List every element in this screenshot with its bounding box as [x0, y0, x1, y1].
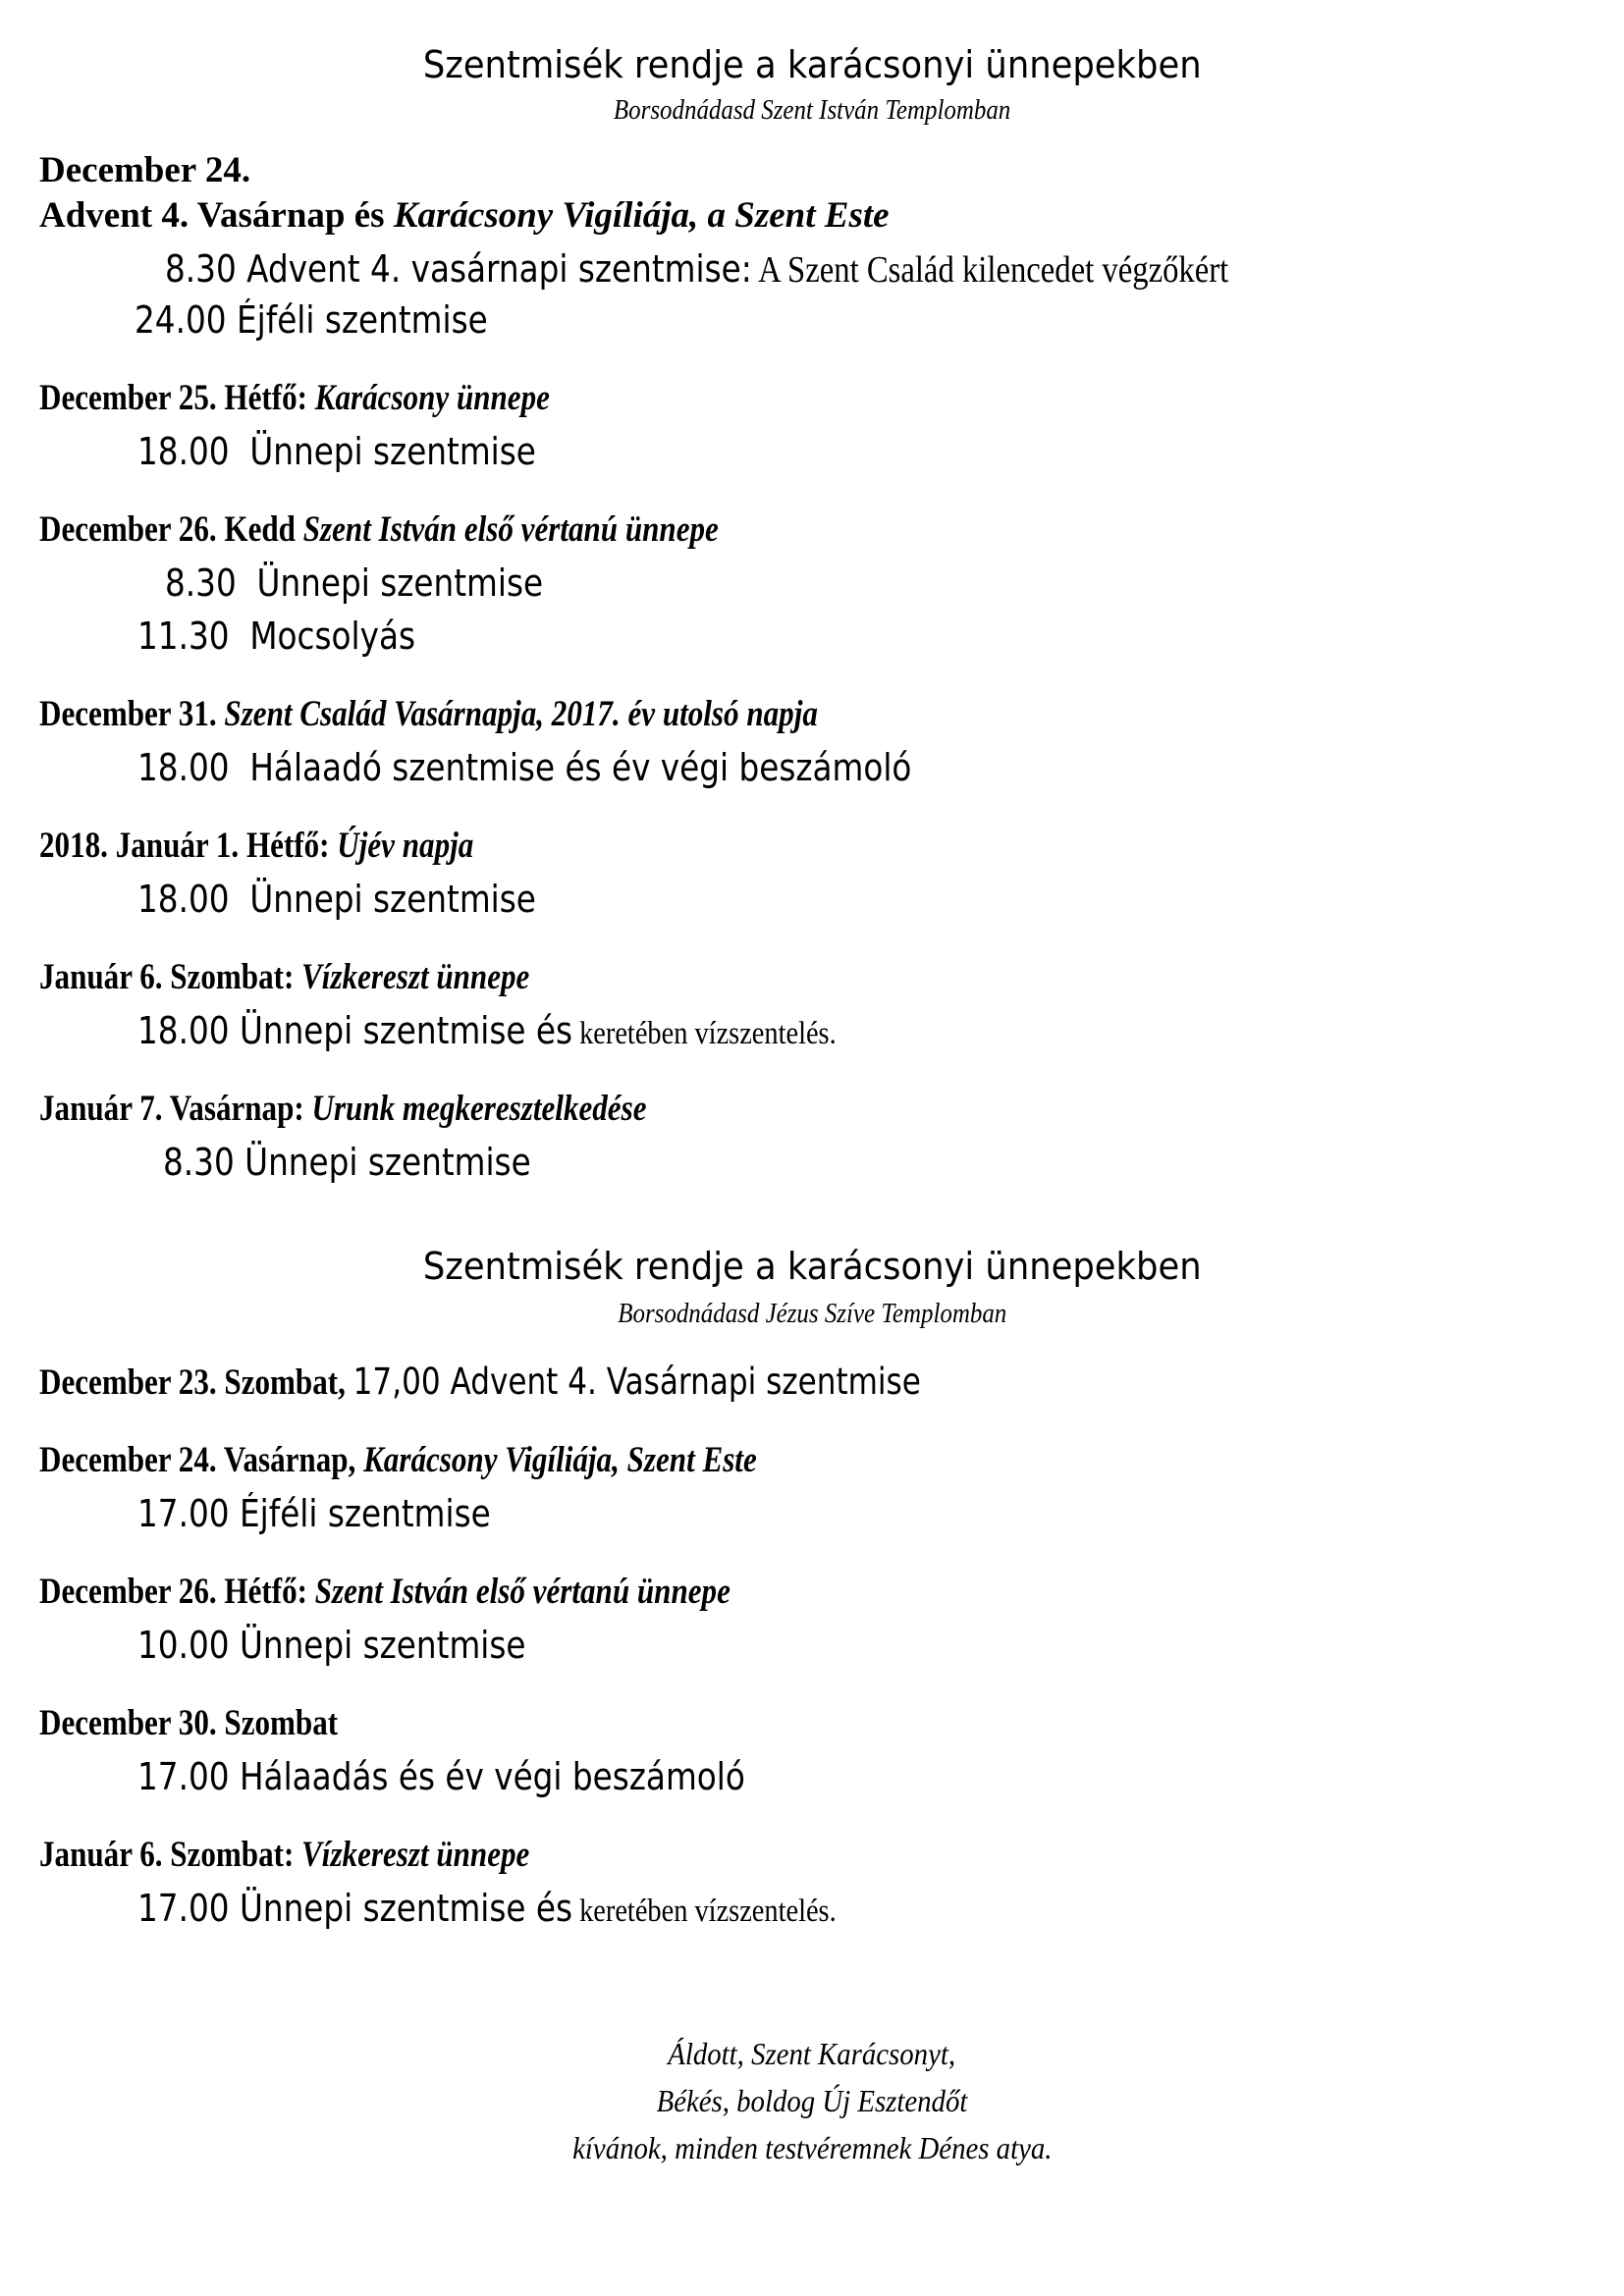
mass-entry: 18.00 Ünnepi szentmise	[137, 878, 536, 921]
section2-title: Szentmisék rendje a karácsonyi ünnepekben	[422, 1245, 1202, 1288]
mass-entry: 17.00 Ünnepi szentmise és keretében vízszentelés.	[137, 1887, 837, 1930]
closing-line-1: Áldott, Szent Karácsonyt,	[668, 2036, 956, 2071]
mass-entry: 8.30 Ünnepi szentmise	[165, 561, 544, 605]
day-heading: December 26. Kedd Szent István első vértanú ünnepe	[39, 509, 719, 550]
mass-entry: 17.00 Hálaadás és év végi beszámoló	[137, 1755, 745, 1798]
day-heading: December 25. Hétfő: Karácsony ünnepe	[39, 378, 550, 418]
day-heading: Január 6. Szombat: Vízkereszt ünnepe	[39, 1835, 530, 1875]
mass-entry: 24.00 Éjféli szentmise	[135, 298, 488, 342]
day-heading: 2018. Január 1. Hétfő: Újév napja	[39, 826, 474, 866]
mass-entry: 11.30 Mocsolyás	[137, 614, 416, 658]
mass-entry: 18.00 Hálaadó szentmise és év végi beszámoló	[137, 746, 912, 789]
closing-line-3: kívánok, minden testvéremnek Dénes atya.	[571, 2130, 1053, 2165]
day-heading: December 24. Vasárnap, Karácsony Vigíliája, Szent Este	[39, 1440, 757, 1480]
day-heading: December 23. Szombat, 17,00 Advent 4. Vasárnapi szentmise	[39, 1361, 921, 1403]
mass-entry: 10.00 Ünnepi szentmise	[137, 1624, 526, 1667]
day-heading: December 31. Szent Család Vasárnapja, 2017. év utolsó napja	[39, 694, 818, 734]
day-heading: December 24.	[39, 150, 251, 190]
mass-entry: 18.00 Ünnepi szentmise és keretében vízszentelés.	[137, 1009, 837, 1052]
day-heading: Advent 4. Vasárnap és Karácsony Vigíliája, a Szent Este	[39, 195, 890, 236]
section2-subtitle: Borsodnádasd Jézus Szíve Templomban	[617, 1298, 1007, 1329]
day-heading: December 26. Hétfő: Szent István első vértanú ünnepe	[39, 1572, 731, 1612]
section1-title: Szentmisék rendje a karácsonyi ünnepekben	[422, 43, 1202, 86]
mass-entry: 18.00 Ünnepi szentmise	[137, 430, 536, 473]
day-heading: Január 6. Szombat: Vízkereszt ünnepe	[39, 957, 530, 997]
section1-subtitle: Borsodnádasd Szent István Templomban	[613, 94, 1011, 126]
mass-entry: 8.30 Ünnepi szentmise	[163, 1141, 531, 1184]
day-heading: December 30. Szombat	[39, 1703, 339, 1743]
mass-entry: 17.00 Éjféli szentmise	[137, 1492, 491, 1535]
mass-entry: 8.30 Advent 4. vasárnapi szentmise: A Szent Család kilencedet végzőkért	[165, 247, 1229, 291]
day-heading: Január 7. Vasárnap: Urunk megkeresztelkedése	[39, 1089, 647, 1129]
closing-line-2: Békés, boldog Új Esztendőt	[656, 2083, 968, 2118]
